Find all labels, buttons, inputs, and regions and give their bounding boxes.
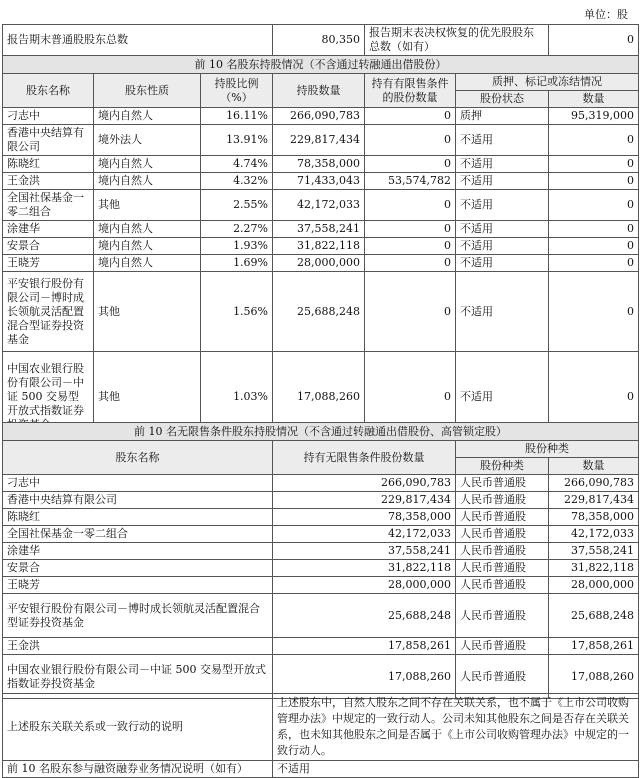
cell-status: 不适用 [456, 156, 549, 173]
u-cell-qty: 28,000,000 [273, 577, 456, 594]
cell-nature: 其他 [94, 190, 201, 221]
cell-ratio: 4.32% [201, 173, 273, 190]
col-nature: 股东性质 [94, 74, 201, 108]
cell-nature: 其他 [94, 352, 201, 442]
u-cell-name: 中国农业银行股份有限公司－中证 500 交易型开放式指数证券投资基金 [3, 655, 273, 699]
u-cell-name: 全国社保基金一零二组合 [3, 526, 273, 543]
u-cell-qty: 25,688,248 [273, 594, 456, 638]
u-col-qty: 持有无限售条件股份数量 [273, 441, 456, 475]
u-cell-amount: 25,688,248 [549, 594, 639, 638]
table-row [3, 125, 639, 156]
cell-pledge-qty: 0 [549, 190, 639, 221]
table-row [3, 655, 639, 699]
u-cell-type: 人民币普通股 [456, 655, 549, 699]
cell-name: 涂建华 [3, 221, 94, 238]
pref-holders-value: 0 [549, 25, 639, 56]
cell-pledge-qty: 0 [549, 156, 639, 173]
cell-status: 不适用 [456, 125, 549, 156]
u-cell-type: 人民币普通股 [456, 560, 549, 577]
u-cell-qty: 17,858,261 [273, 638, 456, 655]
u-cell-type: 人民币普通股 [456, 475, 549, 492]
table-row [3, 255, 639, 272]
margin-label: 前 10 名股东参与融资融券业务情况说明（如有） [3, 761, 273, 778]
table-row [3, 272, 639, 352]
cell-nature: 境内自然人 [94, 156, 201, 173]
cell-status: 不适用 [456, 255, 549, 272]
cell-pledge-qty: 0 [549, 238, 639, 255]
cell-ratio: 13.91% [201, 125, 273, 156]
table-row [3, 543, 639, 560]
u-cell-name: 安景合 [3, 560, 273, 577]
cell-ratio: 1.56% [201, 272, 273, 352]
u-cell-qty: 42,172,033 [273, 526, 456, 543]
cell-restricted: 0 [365, 238, 456, 255]
cell-qty: 42,172,033 [273, 190, 365, 221]
table-row [3, 221, 639, 238]
cell-pledge-qty: 95,319,000 [549, 108, 639, 125]
col-restricted: 持有有限售条件的股份数量 [365, 74, 456, 108]
u-cell-type: 人民币普通股 [456, 594, 549, 638]
cell-pledge-qty: 0 [549, 221, 639, 238]
cell-name: 平安银行股份有限公司－博时成长领航灵活配置混合型证券投资基金 [3, 272, 94, 352]
u-cell-name: 陈晓红 [3, 509, 273, 526]
u-cell-qty: 229,817,434 [273, 492, 456, 509]
cell-restricted: 0 [365, 190, 456, 221]
table-row [3, 190, 639, 221]
cell-ratio: 1.93% [201, 238, 273, 255]
u-cell-amount: 37,558,241 [549, 543, 639, 560]
u-cell-type: 人民币普通股 [456, 577, 549, 594]
relation-text: 上述股东中，自然人股东之间不存在关联关系，也不属于《上市公司收购管理办法》中规定的一致行动人。公司未知其他股东之间是否存在关联关系，也未知其他股东之间是否属于《上市公司收购管理办法》中规定的一致行动人。 [273, 694, 639, 761]
cell-qty: 266,090,783 [273, 108, 365, 125]
cell-restricted: 53,574,782 [365, 173, 456, 190]
cell-restricted: 0 [365, 156, 456, 173]
cell-nature: 境内自然人 [94, 108, 201, 125]
u-cell-type: 人民币普通股 [456, 638, 549, 655]
u-cell-qty: 31,822,118 [273, 560, 456, 577]
u-cell-amount: 17,088,260 [549, 655, 639, 699]
u-cell-qty: 17,088,260 [273, 655, 456, 699]
cell-name: 王晓芳 [3, 255, 94, 272]
cell-pledge-qty: 0 [549, 255, 639, 272]
u-cell-name: 王金洪 [3, 638, 273, 655]
col-pledge: 质押、标记或冻结情况 [456, 74, 639, 91]
summary-row [3, 25, 639, 56]
cell-qty: 229,817,434 [273, 125, 365, 156]
table-row [3, 173, 639, 190]
u-cell-amount: 229,817,434 [549, 492, 639, 509]
cell-qty: 71,433,043 [273, 173, 365, 190]
col-pledge-qty: 数量 [549, 91, 639, 108]
u-cell-amount: 31,822,118 [549, 560, 639, 577]
unit-label: 单位：股 [584, 8, 628, 21]
pref-holders-label: 报告期末表决权恢复的优先股股东总数（如有） [365, 25, 549, 56]
u-cell-name: 王晓芳 [3, 577, 273, 594]
u-cell-amount: 17,858,261 [549, 638, 639, 655]
cell-nature: 境内自然人 [94, 221, 201, 238]
cell-name: 香港中央结算有限公司 [3, 125, 94, 156]
table-row [3, 509, 639, 526]
cell-restricted: 0 [365, 108, 456, 125]
table-row [3, 560, 639, 577]
top10-title: 前 10 名股东持股情况（不含通过转融通出借股份） [3, 56, 639, 74]
cell-nature: 其他 [94, 272, 201, 352]
u-col-kind: 股份种类 [456, 441, 639, 458]
unrestricted-table [2, 422, 639, 699]
notes-table [2, 693, 639, 778]
table-row [3, 577, 639, 594]
u-cell-amount: 266,090,783 [549, 475, 639, 492]
col-name: 股东名称 [3, 74, 94, 108]
u-cell-amount: 78,358,000 [549, 509, 639, 526]
table-row [3, 638, 639, 655]
table-row [3, 156, 639, 173]
cell-pledge-qty: 0 [549, 173, 639, 190]
table-row [3, 594, 639, 638]
cell-ratio: 2.27% [201, 221, 273, 238]
cell-status: 质押 [456, 108, 549, 125]
cell-status: 不适用 [456, 173, 549, 190]
cell-ratio: 4.74% [201, 156, 273, 173]
margin-text: 不适用 [273, 761, 639, 778]
cell-restricted: 0 [365, 352, 456, 442]
u-cell-qty: 37,558,241 [273, 543, 456, 560]
u-col-amount: 数量 [549, 458, 639, 475]
cell-restricted: 0 [365, 221, 456, 238]
table-row [3, 492, 639, 509]
shareholder-table [2, 24, 639, 442]
cell-nature: 境内自然人 [94, 173, 201, 190]
u-cell-type: 人民币普通股 [456, 526, 549, 543]
u-cell-name: 刁志中 [3, 475, 273, 492]
cell-name: 刁志中 [3, 108, 94, 125]
u-cell-qty: 266,090,783 [273, 475, 456, 492]
cell-name: 安景合 [3, 238, 94, 255]
col-ratio: 持股比例（%） [201, 74, 273, 108]
cell-qty: 31,822,118 [273, 238, 365, 255]
cell-pledge-qty: 0 [549, 272, 639, 352]
u-cell-type: 人民币普通股 [456, 509, 549, 526]
cell-qty: 25,688,248 [273, 272, 365, 352]
cell-restricted: 0 [365, 125, 456, 156]
table-row [3, 526, 639, 543]
col-qty: 持股数量 [273, 74, 365, 108]
cell-status: 不适用 [456, 352, 549, 442]
u-cell-name: 香港中央结算有限公司 [3, 492, 273, 509]
cell-nature: 境外法人 [94, 125, 201, 156]
relation-label: 上述股东关联关系或一致行动的说明 [3, 694, 273, 761]
u-cell-type: 人民币普通股 [456, 492, 549, 509]
cell-ratio: 2.55% [201, 190, 273, 221]
cell-restricted: 0 [365, 272, 456, 352]
cell-status: 不适用 [456, 272, 549, 352]
u-cell-qty: 78,358,000 [273, 509, 456, 526]
u-cell-name: 平安银行股份有限公司－博时成长领航灵活配置混合型证券投资基金 [3, 594, 273, 638]
cell-ratio: 16.11% [201, 108, 273, 125]
u-cell-amount: 28,000,000 [549, 577, 639, 594]
table-row [3, 108, 639, 125]
common-holders-value: 80,350 [273, 25, 365, 56]
cell-qty: 78,358,000 [273, 156, 365, 173]
col-status: 股份状态 [456, 91, 549, 108]
unrestricted-title: 前 10 名无限售条件股东持股情况（不含通过转融通出借股份、高管锁定股） [3, 423, 639, 441]
cell-name: 全国社保基金一零二组合 [3, 190, 94, 221]
cell-status: 不适用 [456, 190, 549, 221]
cell-name: 陈晓红 [3, 156, 94, 173]
u-col-type: 股份种类 [456, 458, 549, 475]
cell-ratio: 1.69% [201, 255, 273, 272]
u-cell-type: 人民币普通股 [456, 543, 549, 560]
cell-status: 不适用 [456, 238, 549, 255]
table-row [3, 475, 639, 492]
cell-status: 不适用 [456, 221, 549, 238]
cell-ratio: 1.03% [201, 352, 273, 442]
cell-pledge-qty: 0 [549, 125, 639, 156]
cell-qty: 37,558,241 [273, 221, 365, 238]
u-cell-name: 涂建华 [3, 543, 273, 560]
cell-qty: 17,088,260 [273, 352, 365, 442]
cell-restricted: 0 [365, 255, 456, 272]
cell-name: 王金洪 [3, 173, 94, 190]
common-holders-label: 报告期末普通股股东总数 [3, 25, 273, 56]
cell-nature: 境内自然人 [94, 238, 201, 255]
cell-qty: 28,000,000 [273, 255, 365, 272]
cell-pledge-qty: 0 [549, 352, 639, 442]
cell-nature: 境内自然人 [94, 255, 201, 272]
u-col-name: 股东名称 [3, 441, 273, 475]
u-cell-amount: 42,172,033 [549, 526, 639, 543]
table-row [3, 238, 639, 255]
cell-name: 中国农业银行股份有限公司－中证 500 交易型开放式指数证券 [3, 352, 94, 442]
